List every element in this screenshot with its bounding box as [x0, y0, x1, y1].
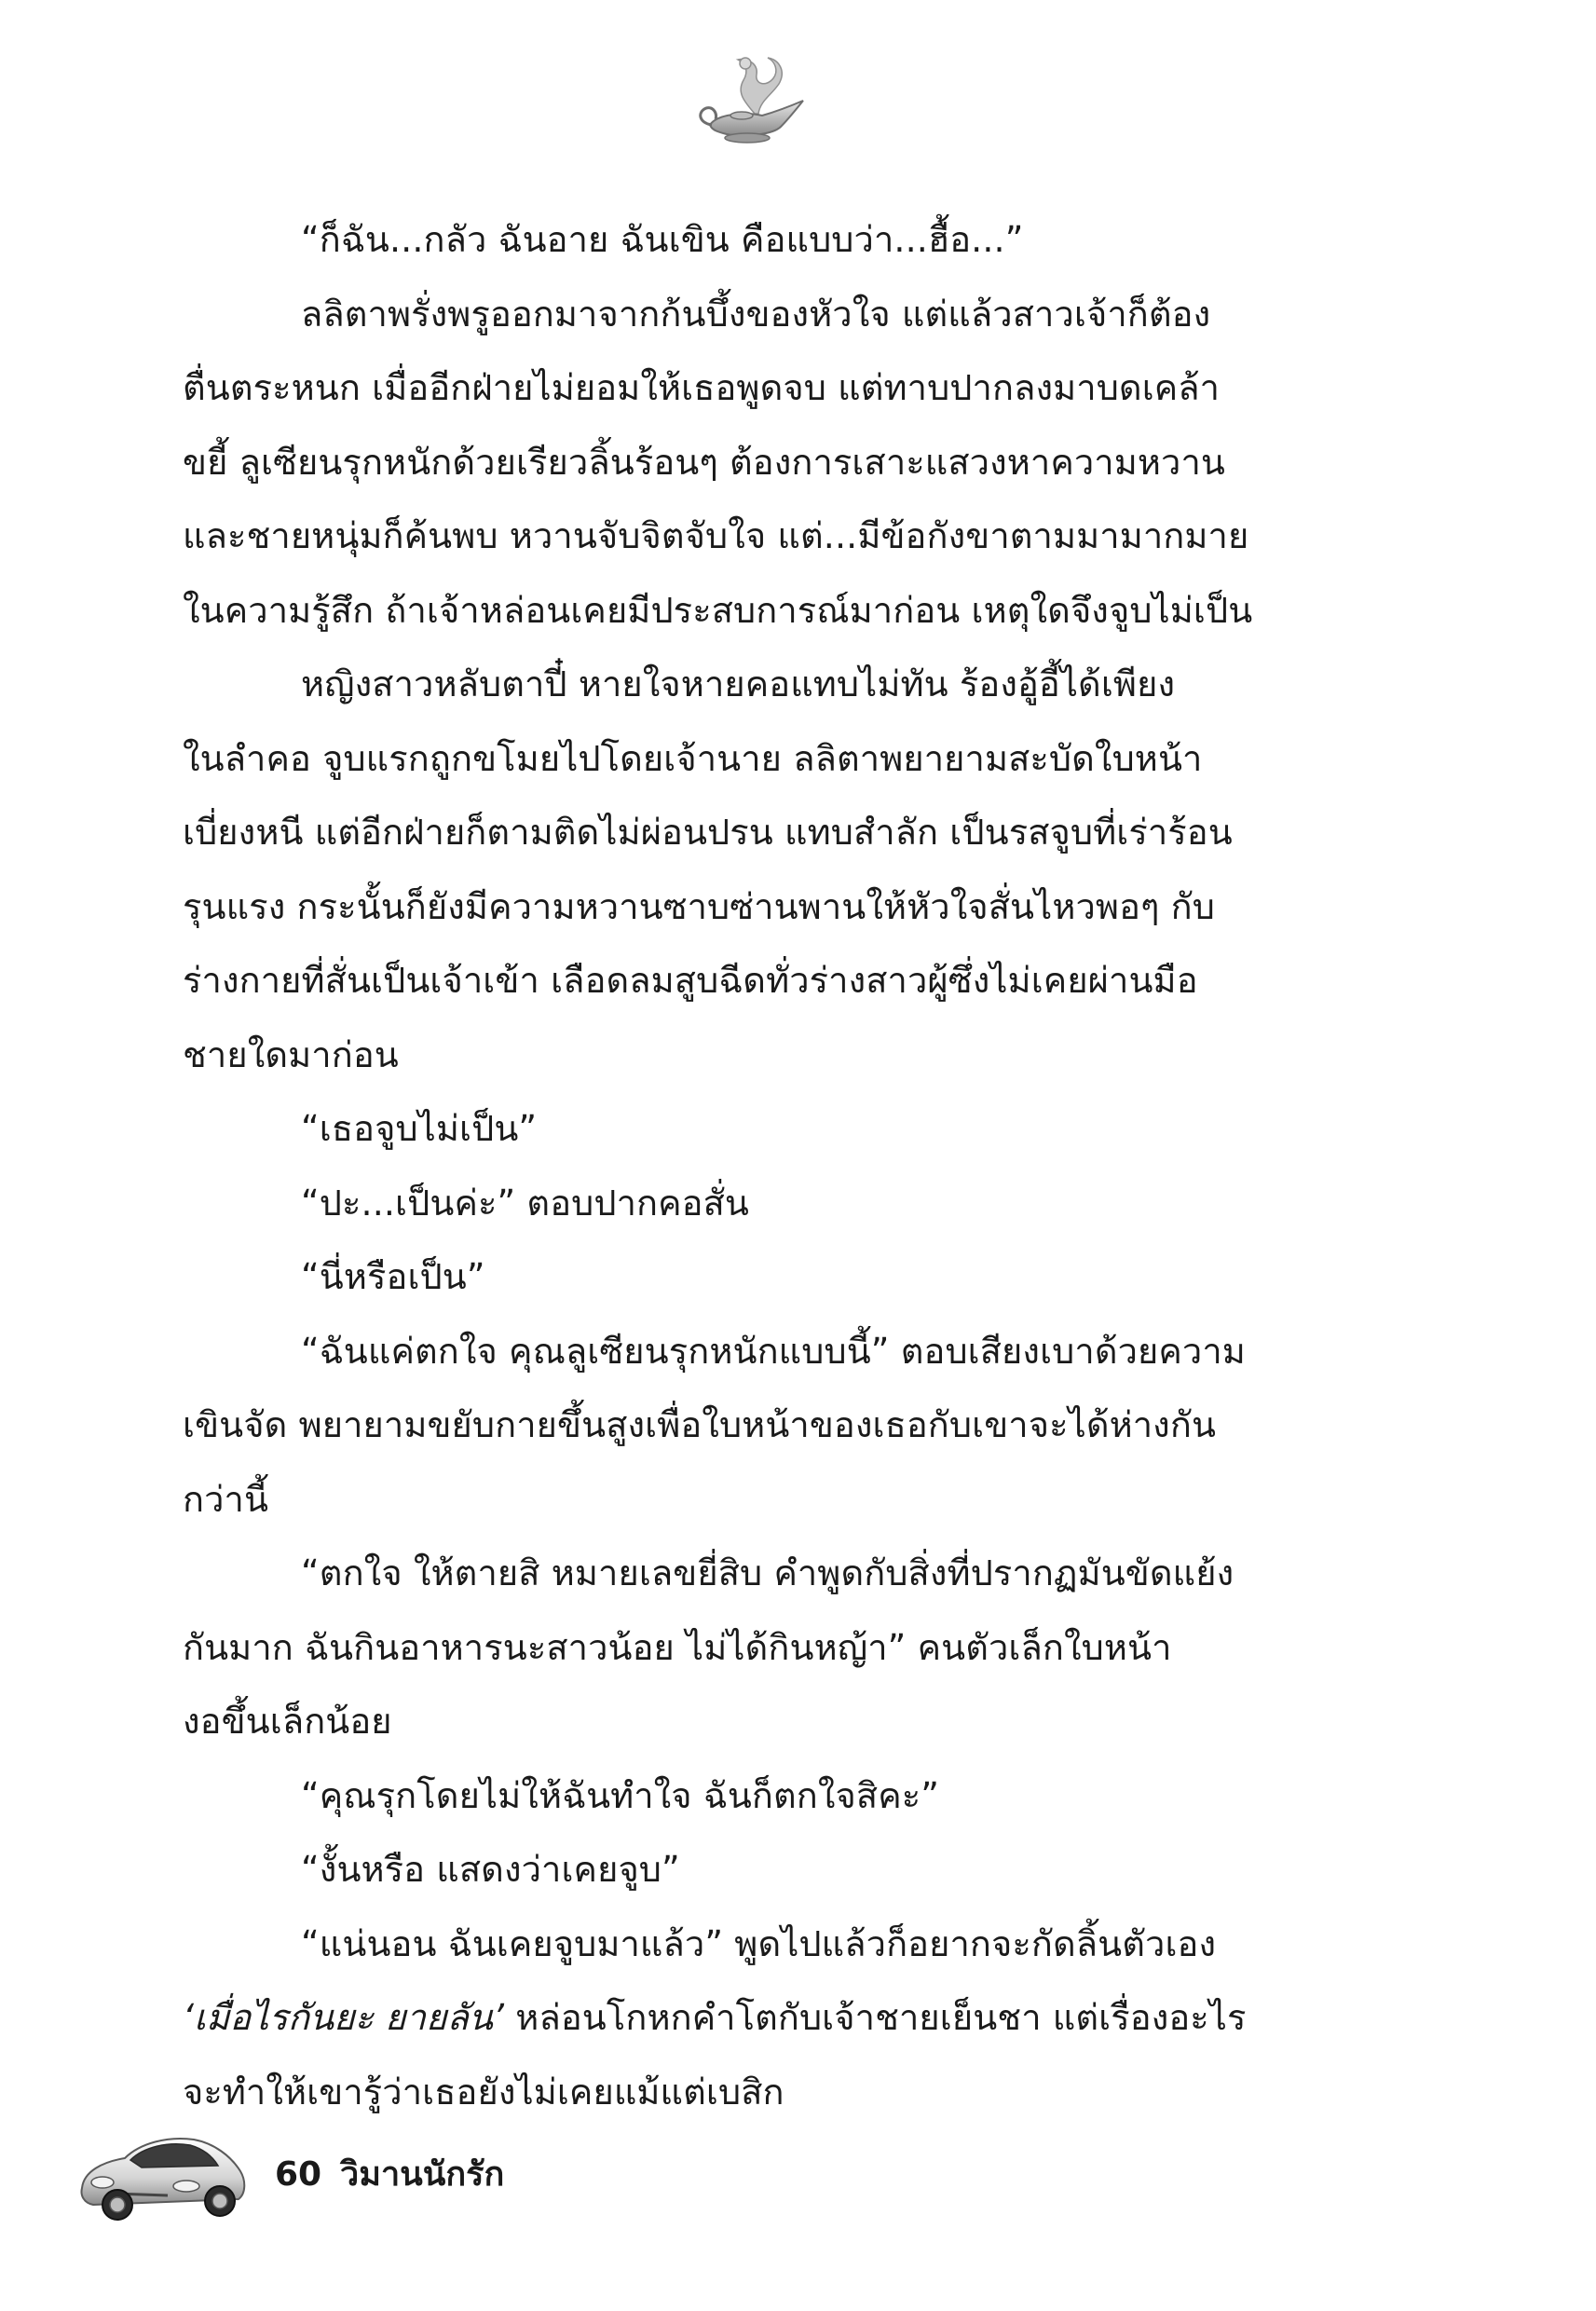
text-line: กันมาก ฉันกินอาหารนะสาวน้อย ไม่ได้กินหญ้า” คนตัวเล็กใบหน้า: [183, 1626, 1172, 1668]
text-line: จะทำให้เขารู้ว่าเธอยังไม่เคยแม้แต่เบสิก: [183, 2071, 784, 2113]
sports-car-icon: [75, 2115, 252, 2225]
text-line: รุนแรง กระนั้นก็ยังมีความหวานซาบซ่านพานให้หัวใจสั่นไหวพอๆ กับ: [183, 885, 1216, 927]
text-line: “ตกใจ ให้ตายสิ หมายเลขยี่สิบ คำพูดกับสิ่งที่ปรากฏมันขัดแย้ง: [301, 1552, 1235, 1593]
text-line: หญิงสาวหลับตาปี๋ หายใจหายคอแทบไม่ทัน ร้องอู้อี้ได้เพียง: [301, 663, 1176, 704]
text-line: “นี่หรือเป็น”: [301, 1256, 485, 1297]
text-line: “ปะ...เป็นค่ะ” ตอบปากคอสั่น: [301, 1182, 749, 1224]
text-line: ตื่นตระหนก เมื่ออีกฝ่ายไม่ยอมให้เธอพูดจบ แต่ทาบปากลงมาบดเคล้า: [183, 367, 1221, 408]
text-line: ลลิตาพรั่งพรูออกมาจากก้นบึ้งของหัวใจ แต่แล้วสาวเจ้าก็ต้อง: [301, 293, 1211, 335]
text-line: “ฉันแค่ตกใจ คุณลูเซียนรุกหนักแบบนี้” ตอบเสียงเบาด้วยความ: [301, 1330, 1246, 1372]
body-text: [183, 203, 1324, 2129]
text-line: “คุณรุกโดยไม่ให้ฉันทำใจ ฉันก็ตกใจสิคะ”: [301, 1774, 940, 1816]
text-line: ชายใดมาก่อน: [183, 1033, 399, 1075]
text-line: ในความรู้สึก ถ้าเจ้าหล่อนเคยมีประสบการณ์มาก่อน เหตุใดจึงจูบไม่เป็น: [183, 589, 1253, 631]
book-title: วิมานนักรัก: [340, 2155, 505, 2194]
text-line: เบี่ยงหนี แต่อีกฝ่ายก็ตามติดไม่ผ่อนปรน แทบสำลัก เป็นรสจูบที่เร่าร้อน: [183, 812, 1233, 853]
text-line: ในลำคอ จูบแรกถูกขโมยไปโดยเจ้านาย ลลิตาพยายามสะบัดใบหน้า: [183, 737, 1203, 779]
text-line: ร่างกายที่สั่นเป็นเจ้าเข้า เลือดลมสูบฉีดทั่วร่างสาวผู้ซึ่งไม่เคยผ่านมือ: [183, 960, 1198, 1001]
inner-thought-text: ‘เมื่อไรกันยะ ยายลัน’: [183, 1997, 505, 2038]
text-line: “ก็ฉัน...กลัว ฉันอาย ฉันเขิน คือแบบว่า...ฮื้อ...”: [301, 219, 1024, 260]
text-line: ขยี้ ลูเซียนรุกหนักด้วยเรียวลิ้นร้อนๆ ต้องการเสาะแสวงหาความหวาน: [183, 441, 1225, 483]
text-line: “งั้นหรือ แสดงว่าเคยจูบ”: [301, 1849, 680, 1890]
page-footer: [75, 2115, 727, 2227]
text-line: “เธอจูบไม่เป็น”: [301, 1108, 538, 1149]
text-line: [183, 1981, 1324, 2056]
text-line: งอขึ้นเล็กน้อย: [183, 1701, 392, 1742]
page-number: 60: [275, 2155, 322, 2194]
text-line-continuation: หล่อนโกหกคำโตกับเจ้าชายเย็นชา แต่เรื่องอะไร: [504, 1997, 1247, 2038]
text-line: เขินจัด พยายามขยับกายขึ้นสูงเพื่อใบหน้าของเธอกับเขาจะได้ห่างกัน: [183, 1404, 1217, 1445]
text-line: และชายหนุ่มก็ค้นพบ หวานจับจิตจับใจ แต่...มีข้อกังขาตามมามากมาย: [183, 515, 1249, 556]
text-line: กว่านี้: [183, 1478, 269, 1520]
text-line: “แน่นอน ฉันเคยจูบมาแล้ว” พูดไปแล้วก็อยากจะกัดลิ้นตัวเอง: [301, 1922, 1217, 1964]
genie-lamp-icon: [689, 47, 820, 149]
